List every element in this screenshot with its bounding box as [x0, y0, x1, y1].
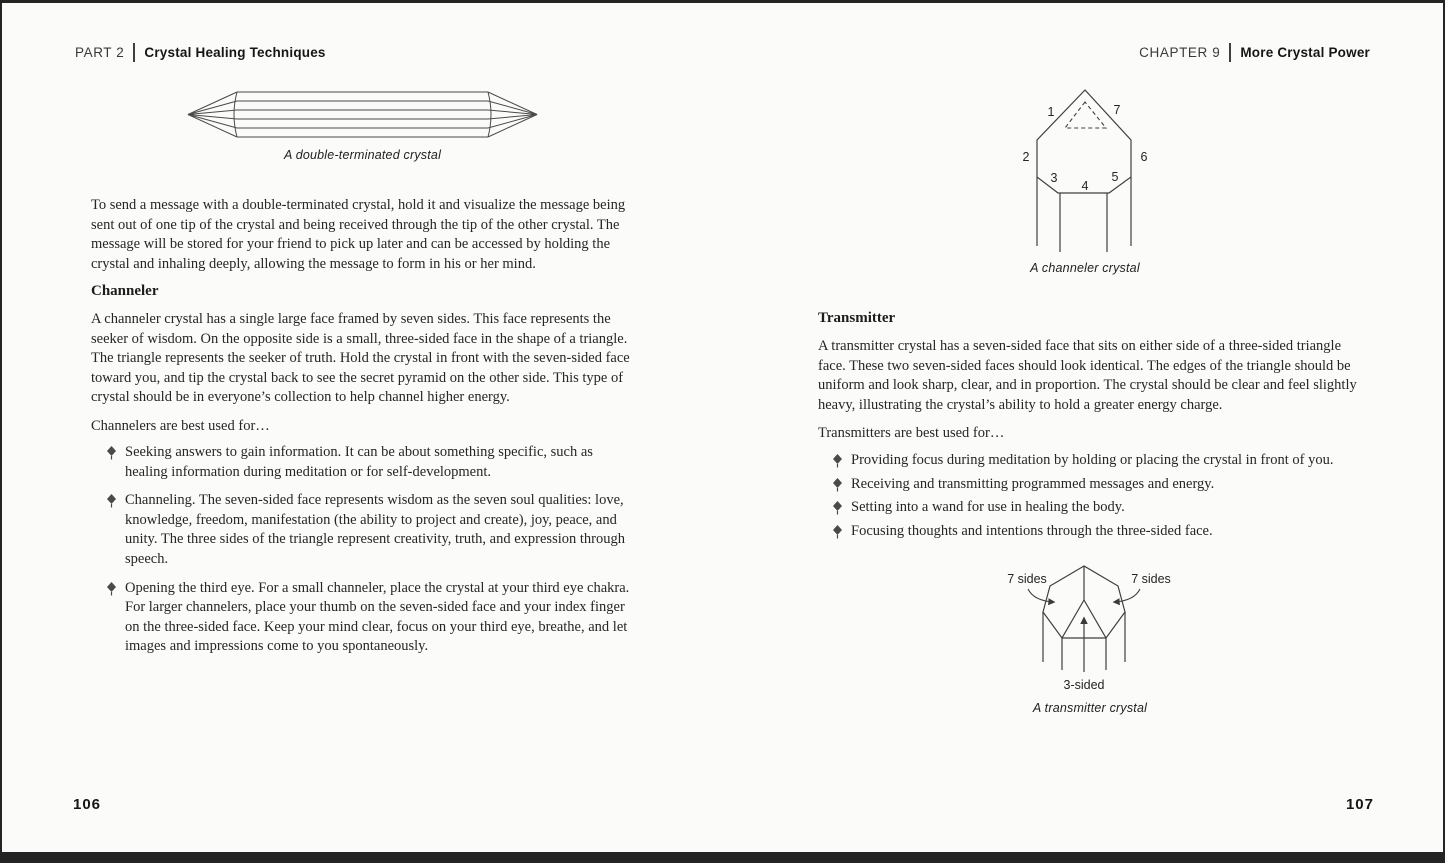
list-item [110, 491, 630, 569]
chapter-label: CHAPTER 9 [1139, 44, 1221, 60]
page-edge-left [0, 0, 2, 863]
list-item [836, 451, 1361, 471]
list-item [836, 522, 1361, 542]
list-item [110, 443, 630, 482]
diamond-bullet-icon [833, 478, 842, 492]
list-item [836, 498, 1361, 518]
header-divider [133, 43, 135, 62]
diamond-bullet-icon [833, 454, 842, 468]
running-head-left [75, 42, 326, 62]
side-number-2: 2 [1022, 150, 1030, 164]
part-title: Crystal Healing Techniques [144, 44, 326, 60]
list-item [110, 579, 630, 657]
diamond-bullet-icon [833, 525, 842, 539]
channeler-heading: Channeler [91, 283, 159, 299]
diamond-bullet-icon [107, 446, 116, 460]
three-sided-label: 3-sided [1063, 678, 1105, 692]
bullet-text: Seeking answers to gain information. It can be about something specific, such as healing information during meditation or for self-development. [125, 444, 593, 480]
side-number-5: 5 [1111, 170, 1119, 184]
page-edge-bottom [0, 852, 1445, 863]
chapter-title: More Crystal Power [1240, 44, 1370, 60]
transmitter-lead-in: Transmitters are best used for… [818, 425, 1005, 441]
channeler-uses-list [110, 443, 630, 666]
side-number-4: 4 [1081, 179, 1089, 193]
side-number-6: 6 [1140, 150, 1148, 164]
header-divider [1229, 43, 1231, 62]
figure-caption: A transmitter crystal [1032, 701, 1148, 715]
diamond-bullet-icon [107, 494, 116, 508]
bullet-text: Providing focus during meditation by holding or placing the crystal in front of you. [851, 452, 1334, 468]
page-number-right: 107 [1345, 796, 1374, 813]
intro-paragraph: To send a message with a double-terminated crystal, hold it and visualize the message being sent out of one tip of the crystal and being received through the tip of the other crystal. The message will be stored for your friend to pick up later and can be accessed by holding the crystal and inhaling deeply, allowing the message to form in his or her mind. [91, 197, 626, 272]
diamond-bullet-icon [107, 582, 116, 596]
running-head-right [1139, 42, 1370, 62]
seven-sides-label-left: 7 sides [1007, 572, 1047, 586]
channeler-paragraph: A channeler crystal has a single large face framed by seven sides. This face represents the seeker of wisdom. On the opposite side is a small, three-sided face in the shape of a triangle. The triangle represents the seeker of truth. Hold the crystal in front with the seven-sided face toward you, and tip the crystal back to see the secret pyramid on the other side. This type of crystal should be in everyone’s collection to help channel higher energy. [91, 311, 630, 406]
bullet-text: Channeling. The seven-sided face represents wisdom as the seven soul qualities: love, knowledge, freedom, manifestation (the ability to project and create), joy, peace, and unity. The three sides of the triangle represent creativity, truth, and expression through speech. [125, 492, 625, 567]
side-number-1: 1 [1047, 105, 1055, 119]
bullet-text: Setting into a wand for use in healing the body. [851, 499, 1125, 516]
part-label: PART 2 [75, 44, 125, 60]
double-terminated-crystal-drawing [185, 86, 540, 143]
diamond-bullet-icon [833, 501, 842, 515]
bullet-text: Receiving and transmitting programmed messages and energy. [851, 475, 1215, 492]
seven-sides-label-right: 7 sides [1131, 572, 1171, 586]
channeler-crystal-drawing [1018, 86, 1152, 256]
transmitter-heading: Transmitter [818, 310, 896, 326]
channeler-lead-in: Channelers are best used for… [91, 418, 270, 434]
page-edge-top [0, 0, 1445, 3]
figure-caption: A channeler crystal [1030, 261, 1140, 275]
figure-caption: A double-terminated crystal [283, 148, 442, 162]
double-terminated-crystal-figure [185, 86, 540, 143]
side-number-3: 3 [1050, 171, 1058, 185]
side-number-7: 7 [1113, 103, 1121, 117]
bullet-text: Opening the third eye. For a small channeler, place the crystal at your third eye chakra. For larger channelers, place your thumb on the seven-sided face and your index finger on the three-sided face. Keep your mind clear, focus on your third eye, breathe, and let images and impressions come to you spontaneously. [125, 579, 630, 655]
list-item [836, 475, 1361, 495]
transmitter-paragraph: A transmitter crystal has a seven-sided face that sits on either side of a three-sided triangle face. These two seven-sided faces should look identical. The edges of the triangle should be uniform and look sharp, clear, and in proportion. The crystal should be clear and feel slightly heavy, illustrating the crystal’s ability to hold a greater energy charge. [818, 338, 1357, 413]
channeler-crystal-figure [1018, 86, 1152, 256]
bullet-text: Focusing thoughts and intentions through the three-sided face. [851, 522, 1213, 539]
transmitter-uses-list [836, 451, 1361, 545]
transmitter-crystal-drawing [1000, 560, 1180, 700]
page-number-left: 106 [73, 796, 102, 813]
transmitter-crystal-figure [1000, 560, 1180, 700]
